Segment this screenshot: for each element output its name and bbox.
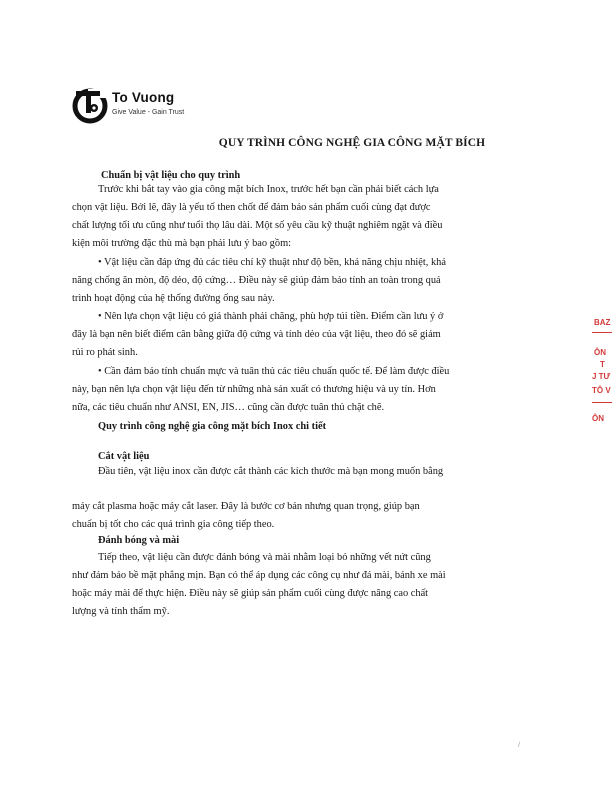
bullet-line: • Nên lựa chọn vật liệu có giá thành phải chăng, phù hợp túi tiền. Điểm cần lưu ý ở: [98, 311, 444, 322]
stamp-text: BAZ: [594, 318, 611, 327]
logo-tagline: Give Value - Gain Trust: [112, 109, 185, 116]
bullet-line: • Cần đảm bảo tính chuẩn mực và tuân thủ các tiêu chuẩn quốc tế. Để làm được điều: [98, 366, 450, 377]
bullet-line: trình hoạt động của hệ thống đường ống sau này.: [72, 293, 275, 304]
paragraph-line: như đảm bảo bề mặt phẳng mịn. Bạn có thể áp dụng các công cụ như đá mài, bánh xe mài: [72, 570, 446, 581]
logo-name: To Vuong: [112, 90, 175, 105]
bullet-line: này, bạn nên lựa chọn vật liệu đến từ những nhà sản xuất có thương hiệu và uy tín. Hơn: [72, 384, 436, 395]
stamp-text: J TƯ: [592, 372, 611, 381]
paragraph-line: máy cắt plasma hoặc máy cắt laser. Đây là bước cơ bản nhưng quan trọng, giúp bạn: [72, 501, 420, 512]
subheading-cutting: Cắt vật liệu: [98, 451, 150, 462]
paragraph-line: kiện môi trường đặc thù mà bạn phải lưu ý bao gồm:: [72, 238, 292, 249]
document-title: QUY TRÌNH CÔNG NGHỆ GIA CÔNG MẶT BÍCH: [218, 137, 486, 149]
section-heading-process: Quy trình công nghệ gia công mặt bích Inox chi tiết: [98, 421, 327, 432]
paragraph-line: Tiếp theo, vật liệu cần được đánh bóng và mài nhằm loại bỏ những vết nứt cũng: [98, 552, 431, 563]
paragraph-line: hoặc máy mài để thực hiện. Điều này sẽ giúp sản phẩm cuối cùng được nâng cao chất: [72, 588, 429, 599]
paragraph-line: Trước khi bắt tay vào gia công mặt bích Inox, trước hết bạn cần phải biết cách lựa: [98, 184, 439, 195]
red-stamp-fragment: [592, 318, 612, 438]
bullet-line: rủi ro phát sinh.: [72, 347, 138, 358]
stamp-text: T: [600, 360, 605, 369]
paragraph-line: chọn vật liệu. Bởi lẽ, đây là yếu tố then chốt để đảm bảo sản phẩm cuối cùng đạt được: [72, 202, 431, 213]
stamp-text: TÔ V: [592, 386, 611, 395]
company-logo: [72, 86, 212, 136]
stamp-text: ÔN: [594, 348, 606, 357]
paragraph-line: chuẩn bị tốt cho các quá trình gia công tiếp theo.: [72, 519, 275, 530]
paragraph-line: Đầu tiên, vật liệu inox cần được cắt thành các kích thước mà bạn mong muốn bằng: [98, 466, 444, 477]
section-heading-materials: Chuẩn bị vật liệu cho quy trình: [101, 170, 241, 181]
bullet-line: nữa, các tiêu chuẩn như ANSI, EN, JIS… cũng cần được tuân thủ chặt chẽ.: [72, 402, 385, 413]
stamp-text: ÔN: [592, 414, 604, 423]
subheading-polishing: Đánh bóng và mài: [98, 535, 180, 546]
bullet-line: năng chống ăn mòn, độ dẻo, độ cứng… Điều này sẽ giúp đảm bảo tính an toàn trong quá: [72, 275, 441, 286]
bullet-line: đây là bạn nên biết điểm cân bằng giữa độ cứng và tính dẻo của vật liệu, theo đó sẽ giảm: [72, 329, 441, 340]
bullet-line: • Vật liệu cần đáp ứng đủ các tiêu chí kỹ thuật như độ bền, khả năng chịu nhiệt, khả: [98, 257, 446, 268]
logo-icon: [72, 86, 112, 126]
scan-mark: /: [518, 740, 521, 749]
paragraph-line: lượng và tính thẩm mỹ.: [72, 606, 170, 617]
paragraph-line: chất lượng tối ưu cũng như tuổi thọ lâu dài. Một số yêu cầu kỹ thuật nghiêm ngặt và điều: [72, 220, 443, 231]
